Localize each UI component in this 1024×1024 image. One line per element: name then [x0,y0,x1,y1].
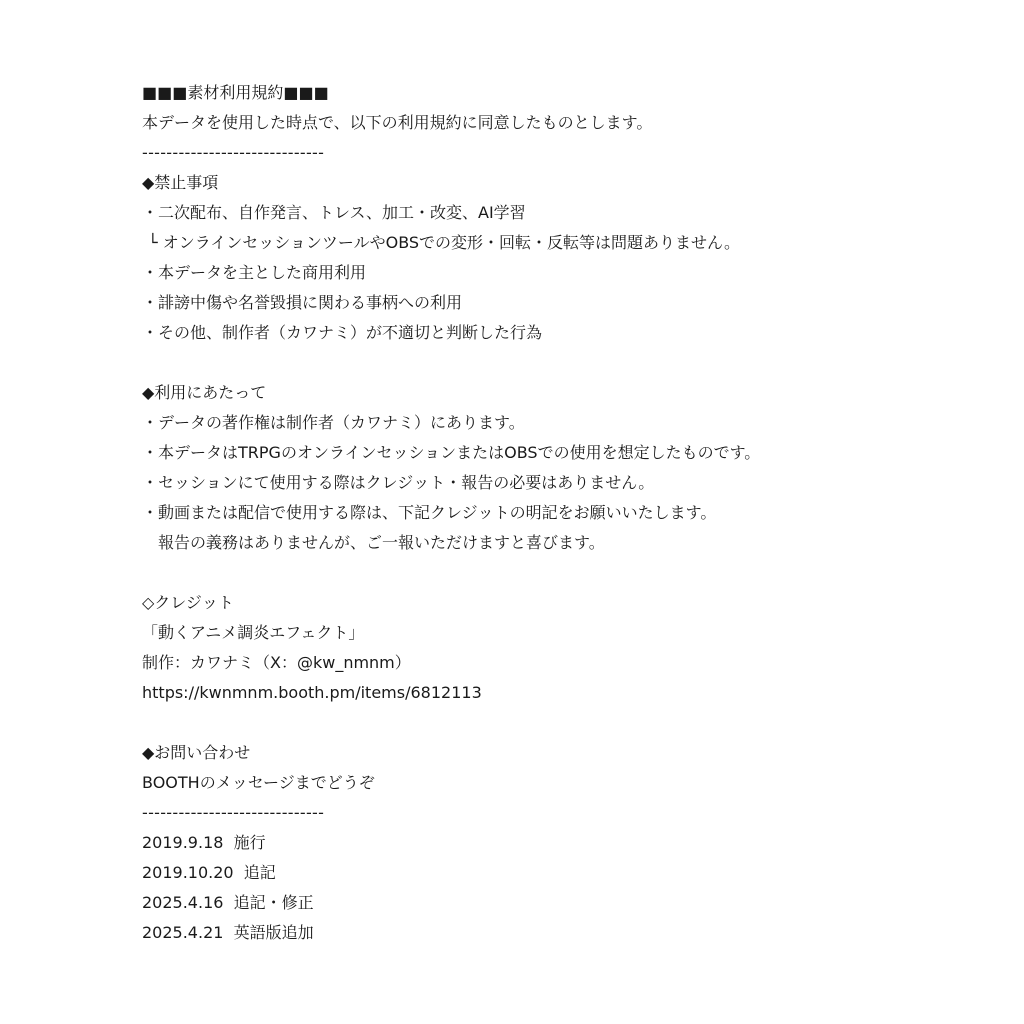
history-entry: 2019.9.18 施行 [142,833,266,852]
history-entry: 2019.10.20 追記 [142,863,276,882]
terms-document [142,78,1002,948]
usage-item: ・本データはTRPGのオンラインセッションまたはOBSでの使用を想定したものです。 [142,443,761,462]
spacer [142,558,1002,588]
usage-heading: ◆利用にあたって [142,383,267,402]
terms-title: ■■■素材利用規約■■■ [142,83,329,102]
divider-bottom: ------------------------------ [142,803,325,822]
history-entry: 2025.4.16 追記・修正 [142,893,314,912]
credit-url: https://kwnmnm.booth.pm/items/6812113 [142,683,482,702]
credit-heading: ◇クレジット [142,593,234,612]
prohibited-item: ・二次配布、自作発言、トレス、加工・改変、AI学習 [142,203,526,222]
usage-item: ・動画または配信で使用する際は、下記クレジットの明記をお願いいたします。 [142,503,717,522]
contact-heading: ◆お問い合わせ [142,743,251,762]
divider-top: ------------------------------ [142,143,325,162]
usage-item: ・セッションにて使用する際はクレジット・報告の必要はありません。 [142,473,655,492]
prohibited-item: ・誹謗中傷や名誉毀損に関わる事柄への利用 [142,293,463,312]
usage-item-note: 報告の義務はありませんが、ご一報いただけますと喜びます。 [142,533,605,552]
prohibited-item-note: └ オンラインセッションツールやOBSでの変形・回転・反転等は問題ありません。 [148,233,741,252]
credit-work-title: 「動くアニメ調炎エフェクト」 [142,623,365,642]
credit-author: 制作：カワナミ（X：@kw_nmnm） [142,653,411,672]
prohibited-item: ・本データを主とした商用利用 [142,263,367,282]
terms-intro: 本データを使用した時点で、以下の利用規約に同意したものとします。 [142,113,653,132]
usage-item: ・データの著作権は制作者（カワナミ）にあります。 [142,413,525,432]
spacer [142,348,1002,378]
history-entry: 2025.4.21 英語版追加 [142,923,314,942]
prohibited-item: ・その他、制作者（カワナミ）が不適切と判断した行為 [142,323,543,342]
contact-text: BOOTHのメッセージまでどうぞ [142,773,375,792]
spacer [142,708,1002,738]
prohibited-heading: ◆禁止事項 [142,173,219,192]
